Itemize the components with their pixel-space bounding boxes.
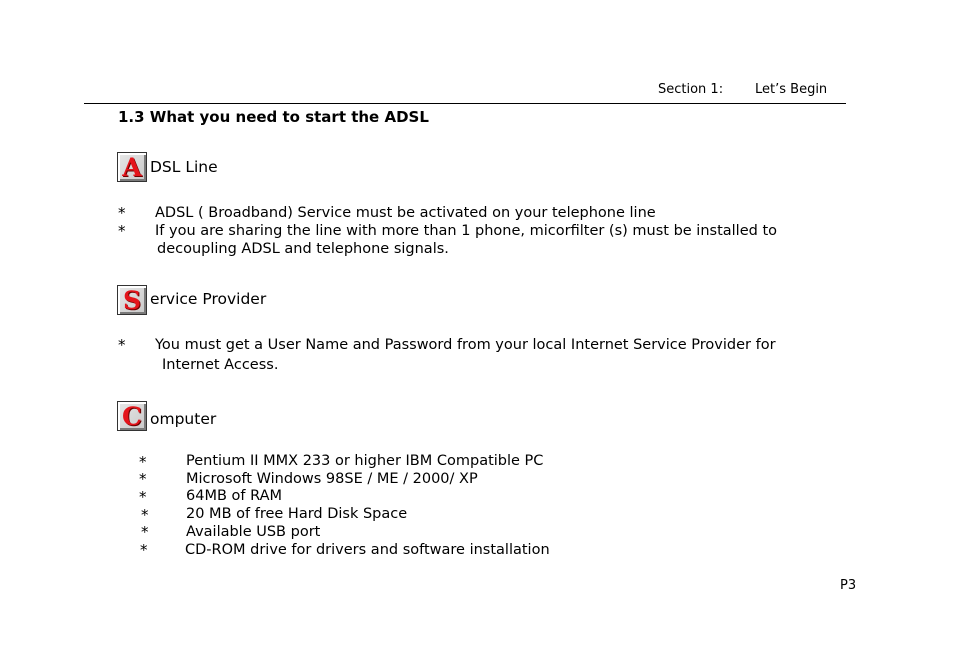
initial-s-icon: S <box>117 285 147 315</box>
service-item-cont: Internet Access. <box>162 357 279 373</box>
bullet: * <box>141 506 149 524</box>
computer-item-1: Pentium II MMX 233 or higher IBM Compatible PC <box>186 453 544 469</box>
adsl-item-1: ADSL ( Broadband) Service must be activated on your telephone line <box>155 205 656 221</box>
bullet: * <box>118 204 126 222</box>
bullet: * <box>118 336 126 354</box>
adsl-item-2: If you are sharing the line with more than 1 phone, micorfilter (s) must be installed to <box>155 223 777 239</box>
header-rule <box>84 103 846 104</box>
service-item: You must get a User Name and Password from your local Internet Service Provider for <box>155 337 776 353</box>
header-chapter: Let’s Begin <box>755 82 828 97</box>
page-number: P3 <box>840 578 857 593</box>
bullet: * <box>139 470 147 488</box>
bullet: * <box>139 453 147 471</box>
computer-item-2: Microsoft Windows 98SE / ME / 2000/ XP <box>186 471 478 487</box>
computer-heading: omputer <box>150 410 217 428</box>
service-provider-heading: ervice Provider <box>150 290 267 308</box>
bullet: * <box>118 222 126 240</box>
initial-a-icon: A <box>117 152 147 182</box>
header-section: Section 1: <box>658 82 724 97</box>
adsl-line-heading: DSL Line <box>150 158 218 176</box>
bullet: * <box>139 488 147 506</box>
section-title: 1.3 What you need to start the ADSL <box>118 108 429 126</box>
computer-item-5: Available USB port <box>186 524 321 540</box>
computer-item-3: 64MB of RAM <box>186 488 283 504</box>
adsl-item-2-cont: decoupling ADSL and telephone signals. <box>157 241 449 257</box>
computer-item-4: 20 MB of free Hard Disk Space <box>186 506 408 522</box>
bullet: * <box>141 523 149 541</box>
computer-item-6: CD-ROM drive for drivers and software installation <box>185 542 550 558</box>
initial-c-icon: C <box>117 401 147 431</box>
bullet: * <box>140 541 148 559</box>
